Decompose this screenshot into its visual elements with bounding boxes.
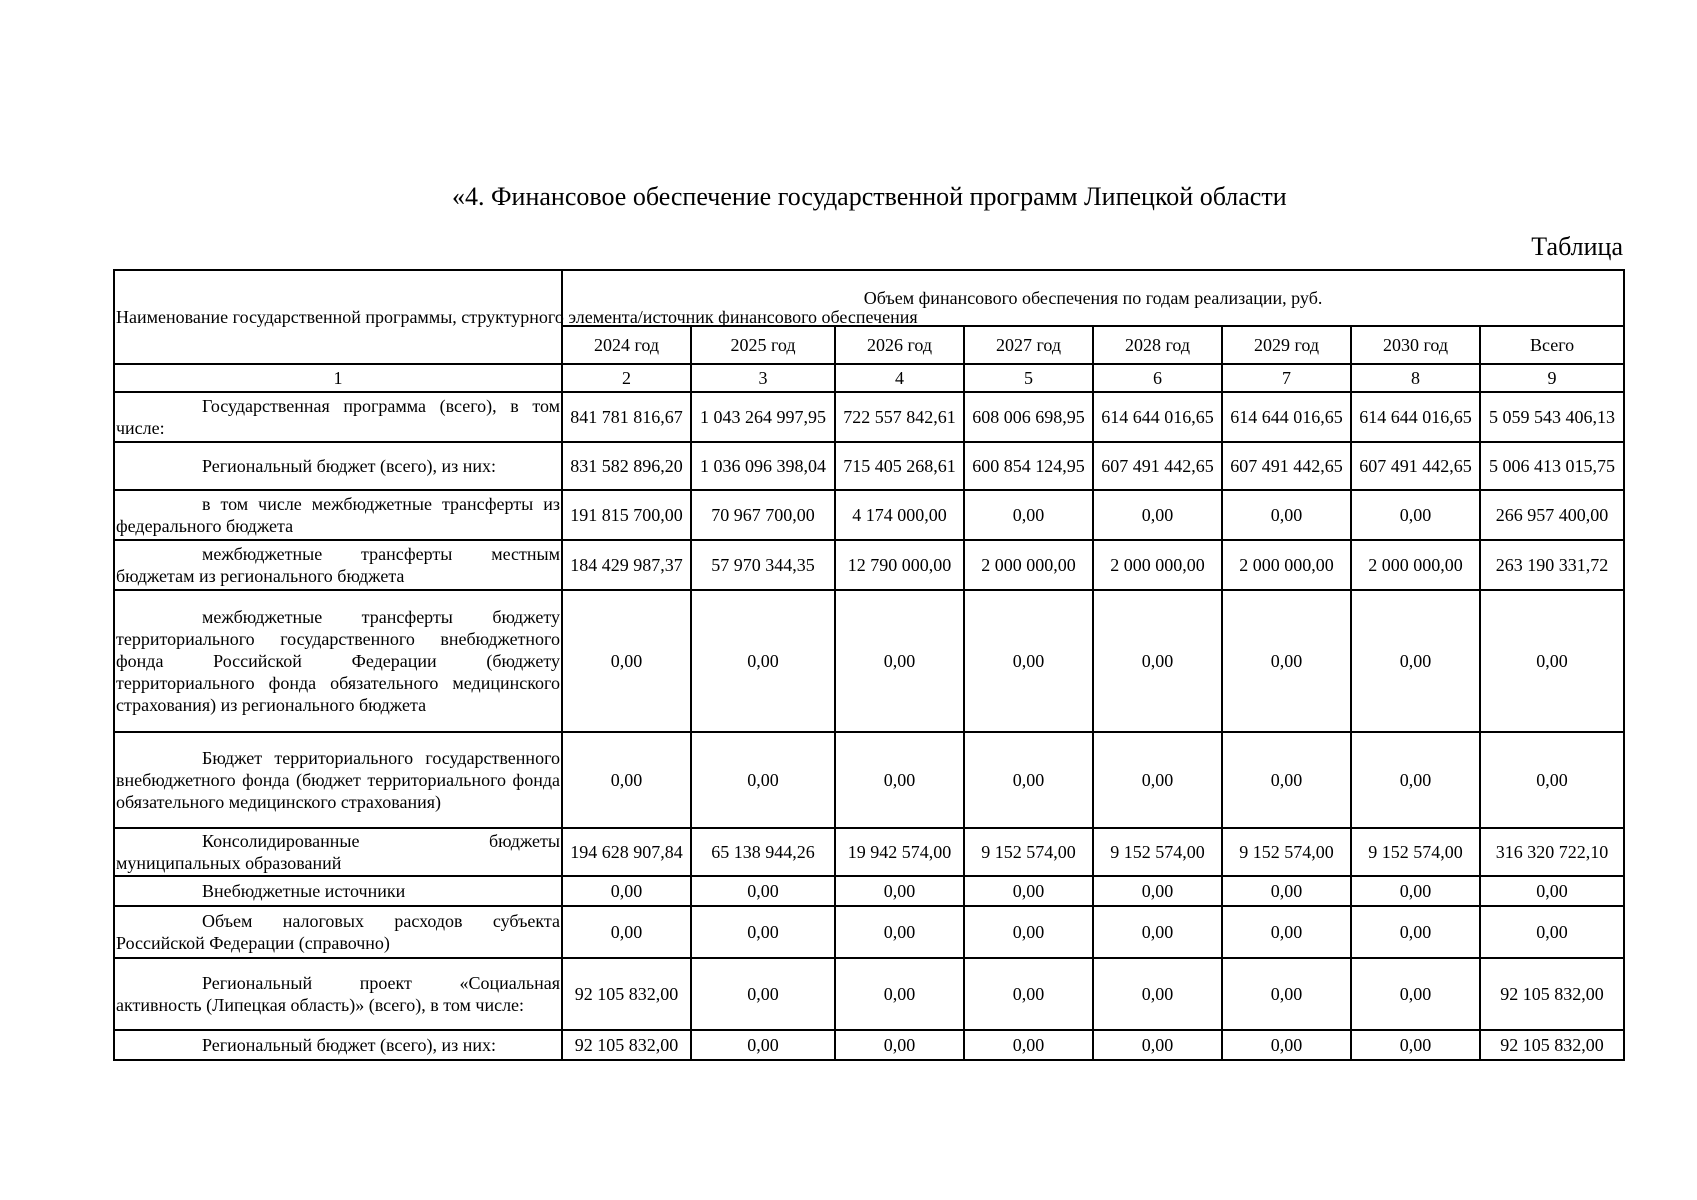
value-cell: 715 405 268,61 xyxy=(835,442,964,490)
row-name-text: Объем налоговых расходов субъекта Российской Федерации (справочно) xyxy=(116,911,560,953)
value-cell: 0,00 xyxy=(1480,876,1624,906)
value-cell: 2 000 000,00 xyxy=(1222,540,1351,590)
value-cell: 0,00 xyxy=(1351,490,1480,540)
value-cell: 0,00 xyxy=(1093,590,1222,732)
value-cell: 0,00 xyxy=(1222,958,1351,1030)
value-cell: 607 491 442,65 xyxy=(1351,442,1480,490)
value-cell: 0,00 xyxy=(1222,490,1351,540)
value-cell: 0,00 xyxy=(1351,590,1480,732)
table-row xyxy=(114,732,1624,828)
header-row-top xyxy=(114,270,1624,326)
value-cell: 1 043 264 997,95 xyxy=(691,392,835,442)
column-number: 9 xyxy=(1480,364,1624,392)
row-name-text: межбюджетные трансферты местным бюджетам из регионального бюджета xyxy=(116,544,560,586)
value-cell: 0,00 xyxy=(964,732,1093,828)
value-cell: 0,00 xyxy=(835,590,964,732)
value-cell: 266 957 400,00 xyxy=(1480,490,1624,540)
header-name-cell: Наименование государственной программы, структурного элемента/источник финансового обеспечения xyxy=(114,270,562,364)
value-cell: 0,00 xyxy=(1222,906,1351,958)
table-row xyxy=(114,442,1624,490)
value-cell: 0,00 xyxy=(1351,732,1480,828)
value-cell: 0,00 xyxy=(835,958,964,1030)
value-cell: 65 138 944,26 xyxy=(691,828,835,876)
value-cell: 191 815 700,00 xyxy=(562,490,691,540)
table-row xyxy=(114,392,1624,442)
value-cell: 600 854 124,95 xyxy=(964,442,1093,490)
row-name xyxy=(114,540,562,590)
value-cell: 2 000 000,00 xyxy=(1093,540,1222,590)
value-cell: 0,00 xyxy=(1351,906,1480,958)
table-row xyxy=(114,490,1624,540)
column-number: 8 xyxy=(1351,364,1480,392)
value-cell: 0,00 xyxy=(1222,590,1351,732)
value-cell: 9 152 574,00 xyxy=(1093,828,1222,876)
row-name-text: межбюджетные трансферты бюджету территориального государственного внебюджетного фонда Российской Федерации (бюджету территориального фонда обязательного медицинского страхования) из регионального бюджета xyxy=(116,607,560,715)
value-cell: 0,00 xyxy=(562,590,691,732)
table-caption: Таблица xyxy=(1531,232,1623,261)
table-row xyxy=(114,876,1624,906)
column-number: 4 xyxy=(835,364,964,392)
row-name-text: Внебюджетные источники xyxy=(202,881,406,901)
value-cell: 0,00 xyxy=(964,490,1093,540)
value-cell: 5 059 543 406,13 xyxy=(1480,392,1624,442)
value-cell: 19 942 574,00 xyxy=(835,828,964,876)
year-header: 2024 год xyxy=(562,326,691,364)
table-row xyxy=(114,958,1624,1030)
value-cell: 0,00 xyxy=(1093,958,1222,1030)
value-cell: 2 000 000,00 xyxy=(964,540,1093,590)
document-title: «4. Финансовое обеспечение государственной программ Липецкой области xyxy=(452,182,1287,211)
column-number: 3 xyxy=(691,364,835,392)
value-cell: 0,00 xyxy=(1351,958,1480,1030)
row-name xyxy=(114,876,562,906)
value-cell: 0,00 xyxy=(835,732,964,828)
year-header: 2025 год xyxy=(691,326,835,364)
value-cell: 0,00 xyxy=(691,876,835,906)
table-row xyxy=(114,1030,1624,1060)
value-cell: 0,00 xyxy=(1351,876,1480,906)
year-header: 2029 год xyxy=(1222,326,1351,364)
value-cell: 0,00 xyxy=(1222,876,1351,906)
column-number: 2 xyxy=(562,364,691,392)
row-name-text: Региональный бюджет (всего), из них: xyxy=(202,456,497,476)
row-name-text: Региональный проект «Социальная активность (Липецкая область)» (всего), в том числе: xyxy=(116,973,560,1015)
total-header: Всего xyxy=(1480,326,1624,364)
value-cell: 0,00 xyxy=(1093,876,1222,906)
value-cell: 0,00 xyxy=(691,958,835,1030)
value-cell: 614 644 016,65 xyxy=(1222,392,1351,442)
year-header: 2030 год xyxy=(1351,326,1480,364)
value-cell: 0,00 xyxy=(691,1030,835,1060)
value-cell: 608 006 698,95 xyxy=(964,392,1093,442)
row-name xyxy=(114,1030,562,1060)
table-row xyxy=(114,540,1624,590)
value-cell: 614 644 016,65 xyxy=(1351,392,1480,442)
row-name xyxy=(114,828,562,876)
value-cell: 0,00 xyxy=(1093,490,1222,540)
value-cell: 0,00 xyxy=(691,732,835,828)
value-cell: 70 967 700,00 xyxy=(691,490,835,540)
value-cell: 0,00 xyxy=(964,876,1093,906)
value-cell: 0,00 xyxy=(691,590,835,732)
table-row xyxy=(114,590,1624,732)
value-cell: 0,00 xyxy=(562,876,691,906)
value-cell: 92 105 832,00 xyxy=(562,1030,691,1060)
row-name-text: Региональный бюджет (всего), из них: xyxy=(202,1035,497,1055)
year-header: 2028 год xyxy=(1093,326,1222,364)
column-number-row xyxy=(114,364,1624,392)
row-name xyxy=(114,958,562,1030)
value-cell: 0,00 xyxy=(835,906,964,958)
table-row xyxy=(114,828,1624,876)
value-cell: 0,00 xyxy=(1222,732,1351,828)
value-cell: 194 628 907,84 xyxy=(562,828,691,876)
row-name xyxy=(114,490,562,540)
row-name-text: Бюджет территориального государственного внебюджетного фонда (бюджет территориального фонда обязательного медицинского страхования) xyxy=(116,748,560,812)
value-cell: 12 790 000,00 xyxy=(835,540,964,590)
column-number: 6 xyxy=(1093,364,1222,392)
value-cell: 4 174 000,00 xyxy=(835,490,964,540)
value-cell: 0,00 xyxy=(691,906,835,958)
value-cell: 722 557 842,61 xyxy=(835,392,964,442)
row-name xyxy=(114,906,562,958)
value-cell: 316 320 722,10 xyxy=(1480,828,1624,876)
row-name-text: Консолидированные бюджеты муниципальных образований xyxy=(116,831,560,873)
row-name xyxy=(114,732,562,828)
value-cell: 0,00 xyxy=(562,906,691,958)
header-volume-cell: Объем финансового обеспечения по годам реализации, руб. xyxy=(562,270,1624,326)
value-cell: 0,00 xyxy=(1351,1030,1480,1060)
table-row xyxy=(114,906,1624,958)
year-header: 2026 год xyxy=(835,326,964,364)
value-cell: 9 152 574,00 xyxy=(1351,828,1480,876)
value-cell: 607 491 442,65 xyxy=(1093,442,1222,490)
value-cell: 831 582 896,20 xyxy=(562,442,691,490)
value-cell: 9 152 574,00 xyxy=(964,828,1093,876)
value-cell: 0,00 xyxy=(1093,732,1222,828)
column-number: 1 xyxy=(114,364,562,392)
value-cell: 0,00 xyxy=(964,590,1093,732)
value-cell: 184 429 987,37 xyxy=(562,540,691,590)
value-cell: 5 006 413 015,75 xyxy=(1480,442,1624,490)
value-cell: 607 491 442,65 xyxy=(1222,442,1351,490)
value-cell: 0,00 xyxy=(562,732,691,828)
row-name xyxy=(114,590,562,732)
value-cell: 92 105 832,00 xyxy=(562,958,691,1030)
value-cell: 0,00 xyxy=(1480,732,1624,828)
row-name xyxy=(114,442,562,490)
value-cell: 0,00 xyxy=(1093,1030,1222,1060)
value-cell: 0,00 xyxy=(1222,1030,1351,1060)
value-cell: 1 036 096 398,04 xyxy=(691,442,835,490)
value-cell: 841 781 816,67 xyxy=(562,392,691,442)
value-cell: 0,00 xyxy=(835,876,964,906)
value-cell: 0,00 xyxy=(1480,906,1624,958)
year-header: 2027 год xyxy=(964,326,1093,364)
value-cell: 0,00 xyxy=(964,1030,1093,1060)
financial-table xyxy=(113,269,1625,1061)
value-cell: 57 970 344,35 xyxy=(691,540,835,590)
row-name xyxy=(114,392,562,442)
value-cell: 0,00 xyxy=(835,1030,964,1060)
value-cell: 92 105 832,00 xyxy=(1480,958,1624,1030)
value-cell: 0,00 xyxy=(964,958,1093,1030)
value-cell: 0,00 xyxy=(1093,906,1222,958)
value-cell: 0,00 xyxy=(964,906,1093,958)
column-number: 7 xyxy=(1222,364,1351,392)
value-cell: 263 190 331,72 xyxy=(1480,540,1624,590)
column-number: 5 xyxy=(964,364,1093,392)
value-cell: 92 105 832,00 xyxy=(1480,1030,1624,1060)
row-name-text: Государственная программа (всего), в том числе: xyxy=(116,396,560,438)
value-cell: 0,00 xyxy=(1480,590,1624,732)
value-cell: 9 152 574,00 xyxy=(1222,828,1351,876)
row-name-text: в том числе межбюджетные трансферты из федерального бюджета xyxy=(116,494,560,536)
value-cell: 2 000 000,00 xyxy=(1351,540,1480,590)
value-cell: 614 644 016,65 xyxy=(1093,392,1222,442)
